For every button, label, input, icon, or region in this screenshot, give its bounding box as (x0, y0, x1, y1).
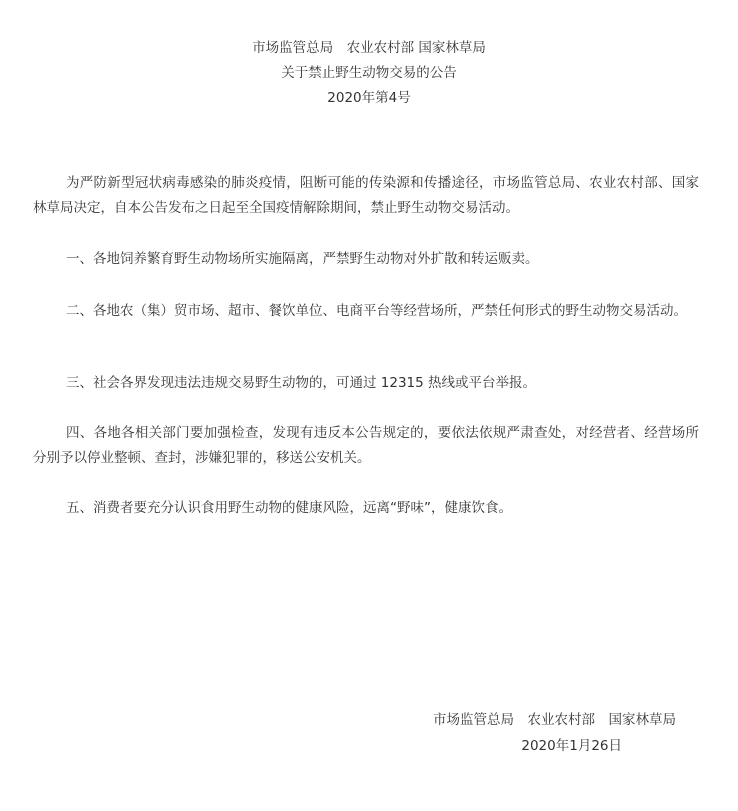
document-header (0, 36, 738, 111)
item-paragraph-3: 三、社会各界发现违法违规交易野生动物的，可通过 12315 热线或平台举报。 (66, 374, 537, 391)
intro-paragraph: 为严防新型冠状病毒感染的肺炎疫情，阻断可能的传染源和传播途径，市场监管总局、农业农村部、国家林草局决定，自本公告发布之日起至全国疫情解除期间，禁止野生动物交易活动。 (33, 174, 699, 216)
item-paragraph-1: 一、各地饲养繁育野生动物场所实施隔离，严禁野生动物对外扩散和转运贩卖。 (66, 250, 539, 267)
item-paragraph-4: 四、各地各相关部门要加强检查，发现有违反本公告规定的，要依法依规严肃查处，对经营者、经营场所分别予以停业整顿、查封，涉嫌犯罪的，移送公安机关。 (33, 424, 699, 466)
document-title: 关于禁止野生动物交易的公告 (281, 65, 457, 81)
signature-block (433, 707, 676, 759)
item-paragraph-5: 五、消费者要充分认识食用野生动物的健康风险，远离“野味”，健康饮食。 (66, 499, 512, 516)
item-paragraph-2: 二、各地农（集）贸市场、超市、餐饮单位、电商平台等经营场所，严禁任何形式的野生动物交易活动。 (66, 302, 687, 319)
document-number: 2020年第4号 (327, 90, 411, 106)
issuing-agencies: 市场监管总局 农业农村部 国家林草局 (252, 40, 486, 56)
signature-date: 2020年1月26日 (521, 738, 622, 754)
signature-issuers: 市场监管总局 农业农村部 国家林草局 (433, 712, 676, 728)
